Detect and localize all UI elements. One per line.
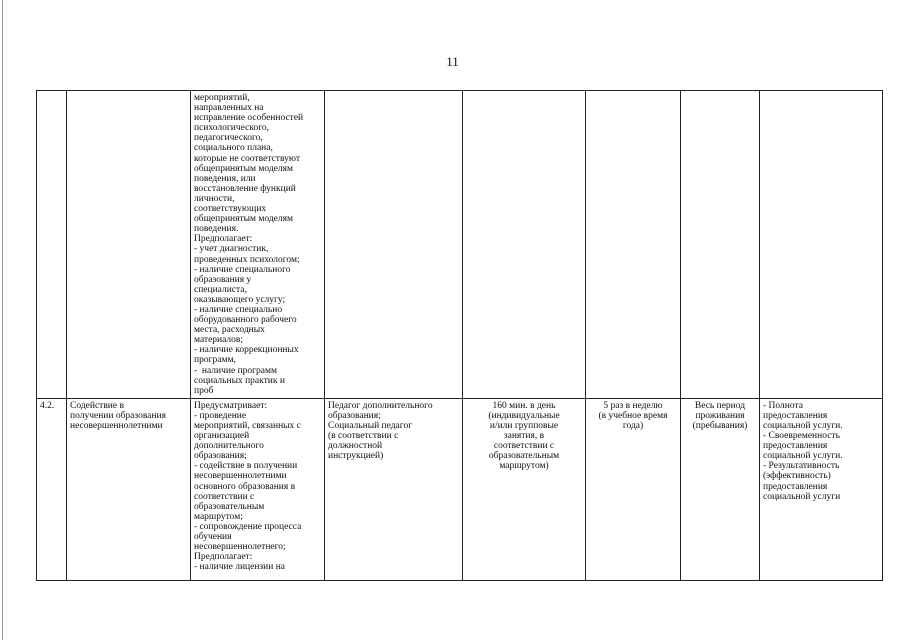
cell-executors <box>325 91 463 399</box>
cell-frequency <box>586 91 681 399</box>
cell-indicators: - Полнота предоставления социальной услуги. - Своевременность предоставления социальной услуги. - Результативность (эффективность) предоставления социальной услуги <box>760 398 883 580</box>
cell-period: Весь период проживания (пребывания) <box>681 398 760 580</box>
page-number: 11 <box>446 54 459 69</box>
table-row <box>37 398 883 580</box>
cell-period <box>681 91 760 399</box>
cell-indicators <box>760 91 883 399</box>
cell-description: Предусматривает: - проведение мероприятий, связанных с организацией дополнительного образования; - содействие в получении несовершеннолетними основного образования в соответствии с образовательным маршрутом; - сопровождение процесса обучения несовершеннолетнего; Предполагает: - наличие лицензии на <box>191 398 325 580</box>
cell-frequency: 5 раз в неделю (в учебное время года) <box>586 398 681 580</box>
cell-service-name: Содействие в получении образования несовершеннолетними <box>67 398 191 580</box>
table-row <box>37 91 883 399</box>
cell-volume <box>463 91 586 399</box>
cell-number: 4.2. <box>37 398 67 580</box>
services-table <box>36 90 883 581</box>
cell-executors: Педагог дополнительного образования; Социальный педагог (в соответствии с должностной инструкцией) <box>325 398 463 580</box>
cell-service-name <box>67 91 191 399</box>
cell-number <box>37 91 67 399</box>
cell-volume: 160 мин. в день (индивидуальные и/или групповые занятия, в соответствии с образовательным маршрутом) <box>463 398 586 580</box>
scan-edge-line <box>2 0 3 640</box>
cell-description: мероприятий, направленных на исправление особенностей психологического, педагогического, социального плана, которые не соответствуют общепринятым моделям поведения, или восстановление функций личности, соответствующих общепринятым моделям поведения. Предполагает: - учет диагностик, проведенных психологом; - наличие специального образования у специалиста, оказывающего услугу; - наличие специально оборудованного рабочего места, расходных материалов; - наличие коррекционных программ, - наличие программ социальных практик и проб <box>191 91 325 399</box>
